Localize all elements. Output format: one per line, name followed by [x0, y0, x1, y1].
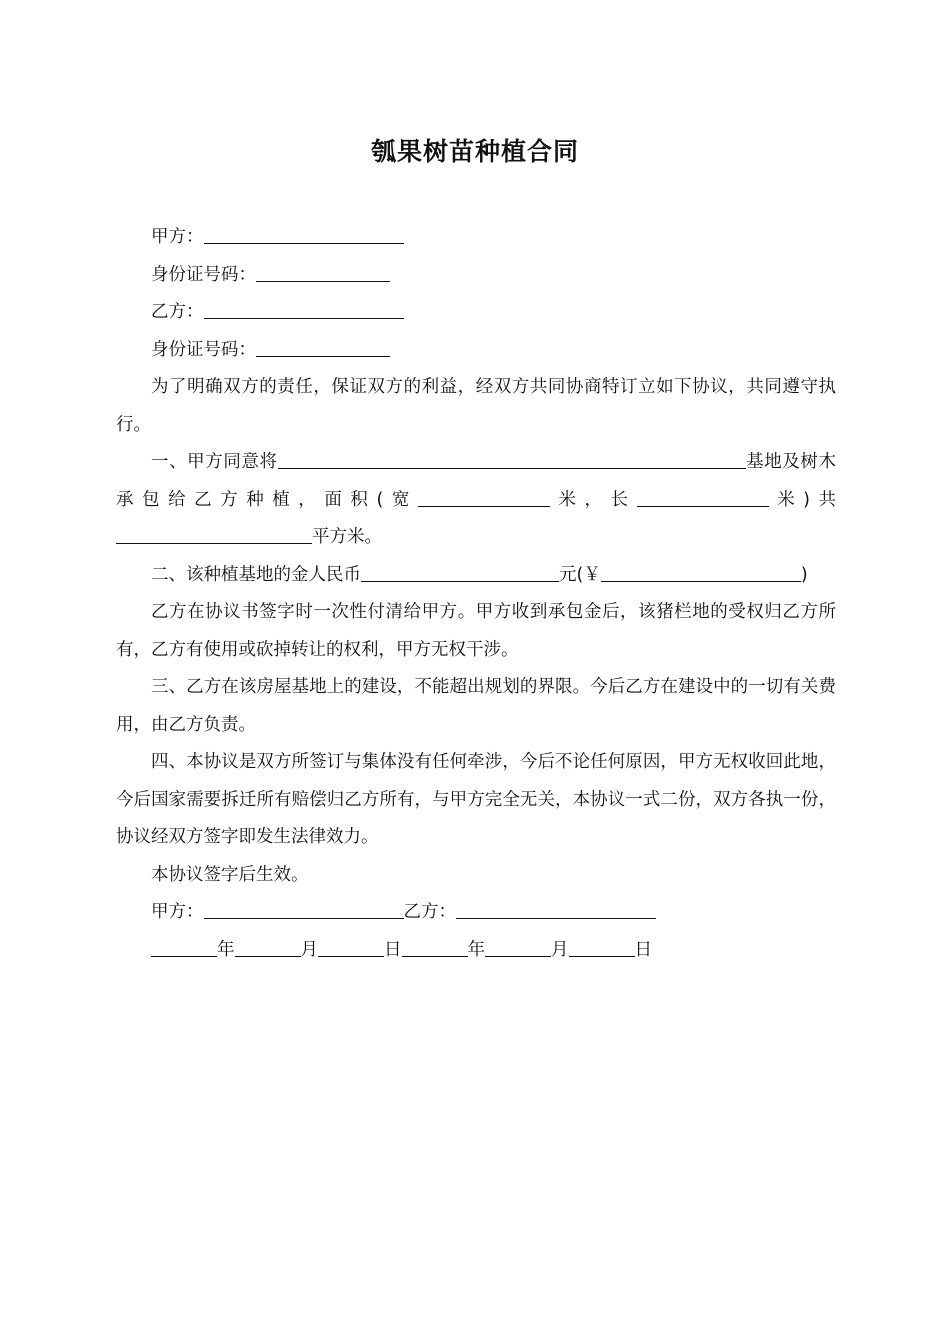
clause-2	[116, 557, 836, 595]
date-a-year-label: 年	[217, 939, 235, 960]
clause-2-text-b: 元(￥	[559, 564, 601, 585]
party-b-line	[116, 294, 836, 332]
party-a-label: 甲方：	[151, 227, 204, 247]
width-blank[interactable]	[418, 486, 550, 507]
length-blank[interactable]	[637, 486, 769, 507]
id-a-label: 身份证号码：	[151, 264, 256, 285]
date-line	[116, 932, 836, 970]
date-b-month-label: 月	[551, 939, 569, 960]
yen-amount-blank[interactable]	[601, 561, 801, 582]
date-b-year-blank[interactable]	[402, 936, 468, 957]
intro-paragraph: 为了明确双方的责任，保证双方的利益，经双方共同协商特订立如下协议，共同遵守执行。	[116, 377, 836, 435]
date-a-day-label: 日	[384, 939, 402, 960]
date-b-month-blank[interactable]	[485, 936, 551, 957]
sign-party-b-label: 乙方：	[403, 902, 456, 922]
date-b-day-blank[interactable]	[569, 936, 635, 957]
sign-party-a-label: 甲方：	[151, 902, 204, 922]
sign-party-b-blank[interactable]	[456, 898, 656, 919]
party-a-blank[interactable]	[204, 223, 404, 244]
clause-2-text-c: )	[800, 564, 808, 585]
id-b-blank[interactable]	[256, 336, 390, 357]
signature-line	[116, 894, 836, 932]
clause-1-text-a: 一、甲方同意将	[151, 452, 278, 472]
party-b-label: 乙方：	[151, 302, 204, 322]
sign-party-a-blank[interactable]	[204, 898, 404, 919]
clause-2-text-a: 二、该种植基地的金人民币	[151, 564, 361, 585]
date-a-year-blank[interactable]	[151, 936, 217, 957]
area-blank[interactable]	[116, 523, 312, 544]
clause-1-text-c: 米，长	[549, 489, 637, 510]
clause-4: 四、本协议是双方所签订与集体没有任何牵涉，今后不论任何原因，甲方无权收回此地，今后国家需要拆迁所有赔偿归乙方所有，与甲方完全无关，本协议一式二份，双方各执一份，协议经双方签字即发生法律效力。	[116, 752, 836, 847]
payment-paragraph: 乙方在协议书签字时一次性付清给甲方。甲方收到承包金后，该猪栏地的受权归乙方所有，乙方有使用或砍掉转让的权利，甲方无权干涉。	[116, 602, 836, 660]
rmb-amount-blank[interactable]	[361, 561, 559, 582]
clause-1	[116, 444, 836, 557]
clause-1-text-e: 平方米。	[312, 527, 382, 547]
id-b-line	[116, 332, 836, 370]
id-a-line	[116, 257, 836, 295]
date-a-month-blank[interactable]	[235, 936, 301, 957]
party-a-line	[116, 219, 836, 257]
page-title: 瓠果树苗种植合同	[370, 137, 579, 166]
clause-1-text-d: 米)共	[768, 489, 837, 510]
date-b-year-label: 年	[467, 939, 485, 960]
date-b-day-label: 日	[634, 939, 652, 960]
contract-body	[116, 219, 836, 969]
date-a-month-label: 月	[300, 939, 318, 960]
id-b-label: 身份证号码：	[151, 339, 256, 360]
base-name-blank[interactable]	[278, 448, 746, 469]
clause-1-text-b: 基地及树木承包给乙方种植，面积(宽	[116, 452, 837, 510]
date-a-day-blank[interactable]	[318, 936, 384, 957]
clause-3: 三、乙方在该房屋基地上的建设，不能超出规划的界限。今后乙方在建设中的一切有关费用，由乙方负责。	[116, 677, 836, 735]
effective-paragraph: 本协议签字后生效。	[151, 864, 309, 885]
id-a-blank[interactable]	[256, 261, 390, 282]
party-b-blank[interactable]	[204, 298, 404, 319]
